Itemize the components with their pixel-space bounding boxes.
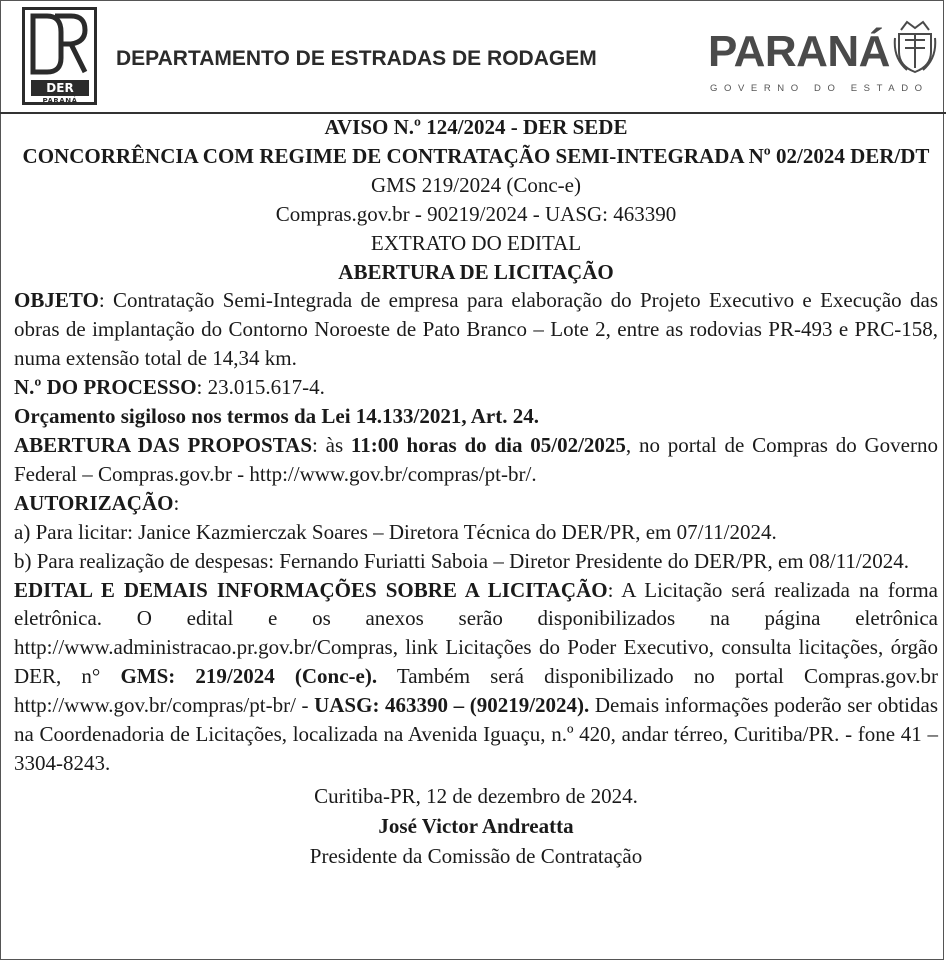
- processo-label: N.º DO PROCESSO: [14, 375, 197, 400]
- objeto-paragraph: [14, 286, 938, 373]
- autorizacao-label: AUTORIZAÇÃO: [14, 490, 174, 515]
- objeto-label: OBJETO: [14, 288, 99, 313]
- edital-text-3: Demais informações poderão ser obtidas na Coordenadoria de Licitações, localizada na Avenida Iguaçu, n.º 420, andar térreo, Curitiba/PR. - fone 41 – 3304-8243.: [14, 693, 938, 775]
- notice-gms: GMS 219/2024 (Conc-e): [371, 172, 581, 197]
- notice-uasg: Compras.gov.br - 90219/2024 - UASG: 463390: [275, 201, 677, 226]
- signature-role: Presidente da Comissão de Contratação: [309, 843, 643, 868]
- edital-uasg: UASG: 463390 – (90219/2024).: [314, 693, 590, 718]
- parana-brand: PARANÁ: [708, 27, 890, 76]
- objeto-text: : Contratação Semi-Integrada de empresa para elaboração do Projeto Executivo e Execução das obras de implantação do Contorno Noroeste de Pato Branco – Lote 2, entre as rodovias PR-493 e PRC-158, numa extensão total de 14,34 km.: [14, 288, 938, 371]
- autorizacao-item-a: a) Para licitar: Janice Kazmierczak Soares – Diretora Técnica do DER/PR, em 07/11/2024.: [14, 519, 777, 544]
- edital-paragraph: [14, 576, 938, 778]
- coat-of-arms-icon: [893, 18, 937, 78]
- department-title: DEPARTAMENTO DE ESTRADAS DE RODAGEM: [116, 47, 597, 70]
- abertura-paragraph: [14, 431, 938, 489]
- processo-text: : 23.015.617-4.: [196, 375, 325, 400]
- autorizacao-paragraph: [14, 489, 938, 518]
- der-logo-subtext: PARANÁ: [42, 97, 78, 105]
- notice-content: [14, 113, 938, 871]
- autorizacao-colon: :: [173, 490, 180, 515]
- autorizacao-item-b: b) Para realização de despesas: Fernando Furiatti Saboia – Diretor Presidente do DER/PR, em 08/11/2024.: [14, 548, 910, 573]
- notice-number: AVISO N.º 124/2024 - DER SEDE: [324, 115, 628, 139]
- abertura-time: 11:00 horas do dia 05/02/2025: [350, 432, 626, 457]
- parana-brand-subtitle: GOVERNO DO ESTADO: [710, 83, 929, 94]
- notice-extract: EXTRATO DO EDITAL: [370, 230, 582, 255]
- signature-place-date: Curitiba-PR, 12 de dezembro de 2024.: [314, 783, 638, 808]
- edital-text-2: Também será disponibilizado no portal Compras.gov.br http://www.gov.br/compras/pt-br/ -: [14, 664, 938, 718]
- header: [0, 0, 946, 112]
- der-logo-text: DER: [31, 80, 89, 96]
- orcamento-paragraph: Orçamento sigiloso nos termos da Lei 14.133/2021, Art. 24.: [14, 404, 539, 429]
- edital-label: EDITAL E DEMAIS INFORMAÇÕES SOBRE A LICITAÇÃO: [14, 577, 608, 602]
- notice-title: CONCORRÊNCIA COM REGIME DE CONTRATAÇÃO SEMI-INTEGRADA Nº 02/2024 DER/DT: [22, 143, 930, 168]
- processo-paragraph: [14, 373, 938, 402]
- edital-text-1: : A Licitação será realizada na forma eletrônica. O edital e os anexos serão disponibilizados na página eletrônica http://www.administracao.pr.gov.br/Compras, link Licitações do Poder Executivo, consulta licitações, órgão DER, n°: [14, 577, 938, 689]
- abertura-text-1: : às: [312, 432, 351, 457]
- edital-gms: GMS: 219/2024 (Conc-e).: [120, 664, 378, 689]
- abertura-text-2: , no portal de Compras do Governo Federal – Compras.gov.br - http://www.gov.br/compras/pt-br/.: [14, 432, 938, 486]
- der-logo: [22, 7, 97, 105]
- notice-section-title: ABERTURA DE LICITAÇÃO: [338, 259, 614, 284]
- signature-name: José Victor Andreatta: [378, 813, 574, 838]
- abertura-label: ABERTURA DAS PROPOSTAS: [14, 432, 312, 457]
